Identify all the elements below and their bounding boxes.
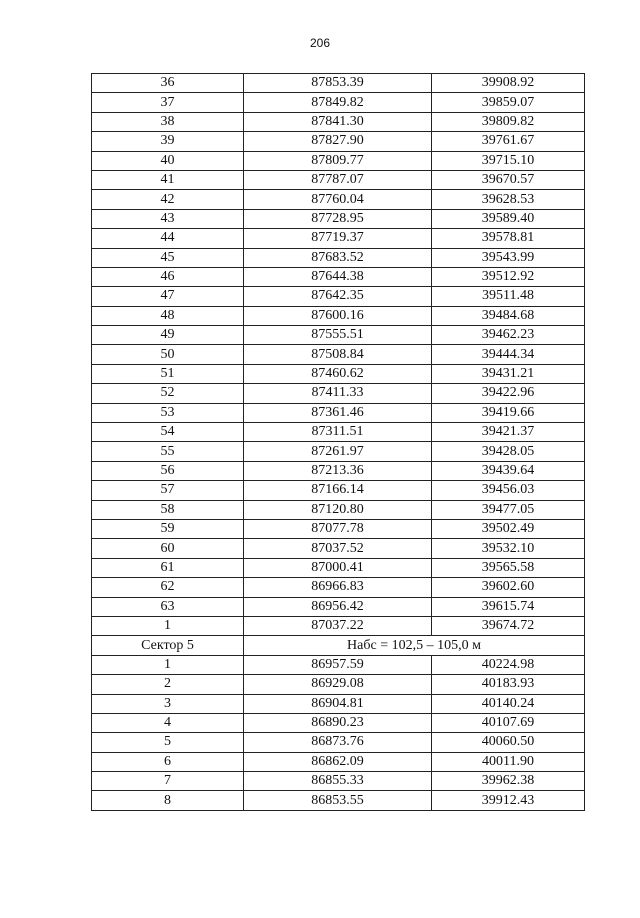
x-coordinate-cell: 87508.84 <box>244 345 432 364</box>
x-coordinate-cell: 87037.22 <box>244 616 432 635</box>
point-number-cell: 63 <box>92 597 244 616</box>
x-coordinate-cell: 87361.46 <box>244 403 432 422</box>
point-number-cell: 56 <box>92 461 244 480</box>
x-coordinate-cell: 87760.04 <box>244 190 432 209</box>
point-number-cell: 47 <box>92 287 244 306</box>
y-coordinate-cell: 40183.93 <box>432 675 585 694</box>
x-coordinate-cell: 87311.51 <box>244 423 432 442</box>
table-row <box>92 481 585 500</box>
y-coordinate-cell: 39602.60 <box>432 578 585 597</box>
x-coordinate-cell: 87077.78 <box>244 519 432 538</box>
table-row <box>92 791 585 810</box>
point-number-cell: 1 <box>92 616 244 635</box>
y-coordinate-cell: 40060.50 <box>432 733 585 752</box>
coordinates-table-body <box>92 74 585 811</box>
point-number-cell: 36 <box>92 74 244 93</box>
point-number-cell: 44 <box>92 229 244 248</box>
y-coordinate-cell: 39532.10 <box>432 539 585 558</box>
table-row <box>92 190 585 209</box>
y-coordinate-cell: 39670.57 <box>432 170 585 189</box>
table-row <box>92 733 585 752</box>
x-coordinate-cell: 87683.52 <box>244 248 432 267</box>
point-number-cell: 6 <box>92 752 244 771</box>
y-coordinate-cell: 39589.40 <box>432 209 585 228</box>
point-number-cell: 41 <box>92 170 244 189</box>
table-row <box>92 326 585 345</box>
x-coordinate-cell: 87600.16 <box>244 306 432 325</box>
y-coordinate-cell: 39484.68 <box>432 306 585 325</box>
table-row <box>92 442 585 461</box>
y-coordinate-cell: 39761.67 <box>432 132 585 151</box>
x-coordinate-cell: 86862.09 <box>244 752 432 771</box>
x-coordinate-cell: 87728.95 <box>244 209 432 228</box>
table-row <box>92 558 585 577</box>
table-row <box>92 578 585 597</box>
y-coordinate-cell: 39428.05 <box>432 442 585 461</box>
point-number-cell: 57 <box>92 481 244 500</box>
x-coordinate-cell: 86966.83 <box>244 578 432 597</box>
x-coordinate-cell: 87037.52 <box>244 539 432 558</box>
sector-height-cell: Набс = 102,5 – 105,0 м <box>244 636 585 655</box>
table-row <box>92 93 585 112</box>
table-row <box>92 384 585 403</box>
point-number-cell: 62 <box>92 578 244 597</box>
y-coordinate-cell: 39431.21 <box>432 364 585 383</box>
y-coordinate-cell: 39715.10 <box>432 151 585 170</box>
table-row <box>92 752 585 771</box>
y-coordinate-cell: 39512.92 <box>432 267 585 286</box>
y-coordinate-cell: 39565.58 <box>432 558 585 577</box>
y-coordinate-cell: 39859.07 <box>432 93 585 112</box>
x-coordinate-cell: 87809.77 <box>244 151 432 170</box>
point-number-cell: 7 <box>92 772 244 791</box>
point-number-cell: 8 <box>92 791 244 810</box>
point-number-cell: 60 <box>92 539 244 558</box>
table-row <box>92 345 585 364</box>
point-number-cell: 61 <box>92 558 244 577</box>
y-coordinate-cell: 39578.81 <box>432 229 585 248</box>
page-number: 206 <box>309 36 331 50</box>
y-coordinate-cell: 39421.37 <box>432 423 585 442</box>
table-row <box>92 539 585 558</box>
table-row <box>92 461 585 480</box>
y-coordinate-cell: 39477.05 <box>432 500 585 519</box>
table-row <box>92 248 585 267</box>
coordinates-table <box>91 73 585 811</box>
table-row <box>92 616 585 635</box>
point-number-cell: 50 <box>92 345 244 364</box>
y-coordinate-cell: 39462.23 <box>432 326 585 345</box>
table-row <box>92 267 585 286</box>
point-number-cell: 49 <box>92 326 244 345</box>
x-coordinate-cell: 86855.33 <box>244 772 432 791</box>
point-number-cell: 55 <box>92 442 244 461</box>
x-coordinate-cell: 86956.42 <box>244 597 432 616</box>
y-coordinate-cell: 39422.96 <box>432 384 585 403</box>
point-number-cell: 54 <box>92 423 244 442</box>
x-coordinate-cell: 86957.59 <box>244 655 432 674</box>
x-coordinate-cell: 87849.82 <box>244 93 432 112</box>
table-row <box>92 306 585 325</box>
point-number-cell: 37 <box>92 93 244 112</box>
y-coordinate-cell: 39444.34 <box>432 345 585 364</box>
y-coordinate-cell: 39502.49 <box>432 519 585 538</box>
table-row <box>92 132 585 151</box>
x-coordinate-cell: 87411.33 <box>244 384 432 403</box>
table-row <box>92 713 585 732</box>
x-coordinate-cell: 86929.08 <box>244 675 432 694</box>
y-coordinate-cell: 40011.90 <box>432 752 585 771</box>
point-number-cell: 42 <box>92 190 244 209</box>
y-coordinate-cell: 39543.99 <box>432 248 585 267</box>
table-row <box>92 364 585 383</box>
y-coordinate-cell: 39439.64 <box>432 461 585 480</box>
table-row <box>92 287 585 306</box>
x-coordinate-cell: 87642.35 <box>244 287 432 306</box>
point-number-cell: 2 <box>92 675 244 694</box>
table-row <box>92 655 585 674</box>
point-number-cell: 48 <box>92 306 244 325</box>
y-coordinate-cell: 39511.48 <box>432 287 585 306</box>
point-number-cell: 45 <box>92 248 244 267</box>
point-number-cell: 38 <box>92 112 244 131</box>
point-number-cell: 4 <box>92 713 244 732</box>
x-coordinate-cell: 86904.81 <box>244 694 432 713</box>
x-coordinate-cell: 87827.90 <box>244 132 432 151</box>
x-coordinate-cell: 87000.41 <box>244 558 432 577</box>
table-row <box>92 229 585 248</box>
point-number-cell: 43 <box>92 209 244 228</box>
x-coordinate-cell: 87787.07 <box>244 170 432 189</box>
table-row <box>92 694 585 713</box>
sector-header-row <box>92 636 585 655</box>
point-number-cell: 3 <box>92 694 244 713</box>
point-number-cell: 5 <box>92 733 244 752</box>
y-coordinate-cell: 39615.74 <box>432 597 585 616</box>
x-coordinate-cell: 86890.23 <box>244 713 432 732</box>
point-number-cell: 53 <box>92 403 244 422</box>
y-coordinate-cell: 40224.98 <box>432 655 585 674</box>
table-row <box>92 675 585 694</box>
y-coordinate-cell: 39674.72 <box>432 616 585 635</box>
table-row <box>92 423 585 442</box>
x-coordinate-cell: 87644.38 <box>244 267 432 286</box>
x-coordinate-cell: 87166.14 <box>244 481 432 500</box>
y-coordinate-cell: 39908.92 <box>432 74 585 93</box>
y-coordinate-cell: 39962.38 <box>432 772 585 791</box>
table-row <box>92 112 585 131</box>
x-coordinate-cell: 87853.39 <box>244 74 432 93</box>
x-coordinate-cell: 87555.51 <box>244 326 432 345</box>
table-row <box>92 170 585 189</box>
point-number-cell: 52 <box>92 384 244 403</box>
x-coordinate-cell: 86873.76 <box>244 733 432 752</box>
table-row <box>92 597 585 616</box>
x-coordinate-cell: 87460.62 <box>244 364 432 383</box>
x-coordinate-cell: 87841.30 <box>244 112 432 131</box>
y-coordinate-cell: 39628.53 <box>432 190 585 209</box>
point-number-cell: 51 <box>92 364 244 383</box>
y-coordinate-cell: 40107.69 <box>432 713 585 732</box>
y-coordinate-cell: 39809.82 <box>432 112 585 131</box>
table-row <box>92 500 585 519</box>
table-row <box>92 151 585 170</box>
point-number-cell: 58 <box>92 500 244 519</box>
x-coordinate-cell: 86853.55 <box>244 791 432 810</box>
y-coordinate-cell: 39419.66 <box>432 403 585 422</box>
table-row <box>92 209 585 228</box>
table-row <box>92 403 585 422</box>
x-coordinate-cell: 87719.37 <box>244 229 432 248</box>
point-number-cell: 39 <box>92 132 244 151</box>
x-coordinate-cell: 87213.36 <box>244 461 432 480</box>
table-row <box>92 519 585 538</box>
point-number-cell: 1 <box>92 655 244 674</box>
y-coordinate-cell: 40140.24 <box>432 694 585 713</box>
point-number-cell: 46 <box>92 267 244 286</box>
table-row <box>92 74 585 93</box>
y-coordinate-cell: 39456.03 <box>432 481 585 500</box>
x-coordinate-cell: 87261.97 <box>244 442 432 461</box>
point-number-cell: 59 <box>92 519 244 538</box>
table-row <box>92 772 585 791</box>
y-coordinate-cell: 39912.43 <box>432 791 585 810</box>
point-number-cell: 40 <box>92 151 244 170</box>
x-coordinate-cell: 87120.80 <box>244 500 432 519</box>
sector-label-cell: Сектор 5 <box>92 636 244 655</box>
